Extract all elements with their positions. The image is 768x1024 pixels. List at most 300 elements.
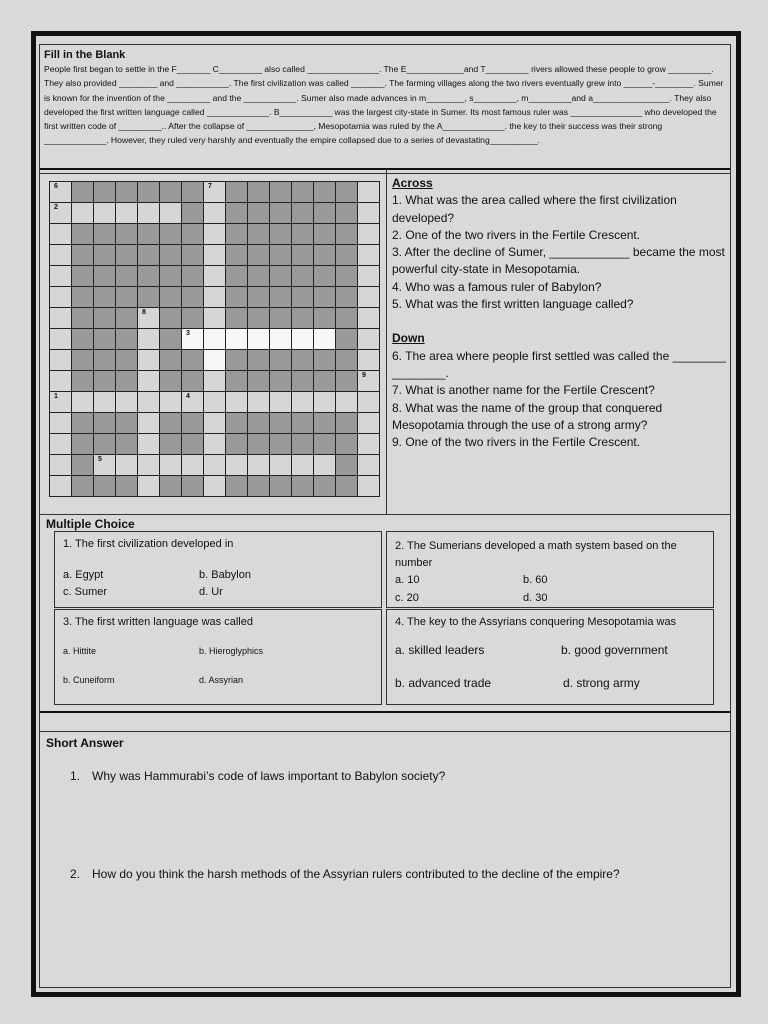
crossword-answer-cell[interactable]: [50, 245, 72, 266]
crossword-block-cell: [94, 371, 116, 392]
crossword-block-cell: [292, 413, 314, 434]
crossword-row: [50, 392, 380, 413]
crossword-row: [50, 350, 380, 371]
crossword-answer-cell[interactable]: [204, 413, 226, 434]
crossword-answer-cell[interactable]: [138, 413, 160, 434]
question-number: 2.: [70, 867, 81, 881]
crossword-block-cell: [226, 245, 248, 266]
crossword-answer-cell[interactable]: [204, 455, 226, 476]
crossword-block-cell: [94, 476, 116, 497]
crossword-block-cell: [314, 224, 336, 245]
down-clue-8: 8. What was the name of the group that conquered Mesopotamia through the use of a strong army?: [392, 400, 663, 432]
crossword-answer-cell[interactable]: [116, 392, 138, 413]
crossword-block-cell: [336, 413, 358, 434]
crossword-answer-cell[interactable]: [358, 434, 380, 455]
crossword-block-cell: [160, 350, 182, 371]
crossword-answer-cell[interactable]: [138, 455, 160, 476]
mc-option-d: d. 30: [523, 592, 548, 604]
crossword-block-cell: [160, 413, 182, 434]
crossword-block-cell: [270, 371, 292, 392]
crossword-block-cell: [182, 476, 204, 497]
crossword-answer-cell[interactable]: [226, 455, 248, 476]
mc-option-d: d. strong army: [563, 676, 640, 690]
crossword-answer-cell[interactable]: [160, 203, 182, 224]
crossword-block-cell: [94, 413, 116, 434]
crossword-block-cell: [314, 434, 336, 455]
crossword-block-cell: [94, 245, 116, 266]
mc-option-a: a. 10: [395, 574, 420, 586]
crossword-block-cell: [270, 287, 292, 308]
crossword-block-cell: [72, 434, 94, 455]
crossword-block-cell: [248, 266, 270, 287]
crossword-block-cell: [138, 245, 160, 266]
crossword-answer-cell[interactable]: [358, 392, 380, 413]
crossword-answer-cell[interactable]: [50, 287, 72, 308]
crossword-block-cell: [226, 350, 248, 371]
crossword-row: [50, 371, 380, 392]
crossword-block-cell: [94, 434, 116, 455]
crossword-row: [50, 413, 380, 434]
crossword-block-cell: [160, 266, 182, 287]
crossword-row: [50, 455, 380, 476]
crossword-block-cell: [138, 287, 160, 308]
crossword-answer-cell[interactable]: [204, 203, 226, 224]
crossword-answer-cell[interactable]: [226, 392, 248, 413]
crossword-block-cell: [182, 434, 204, 455]
crossword-answer-cell[interactable]: [138, 329, 160, 350]
crossword-answer-cell[interactable]: [50, 476, 72, 497]
crossword-block-cell: [270, 203, 292, 224]
crossword-clue-number: 5: [98, 456, 102, 463]
crossword-block-cell: [226, 308, 248, 329]
across-heading: Across: [392, 176, 433, 190]
crossword-block-cell: [226, 434, 248, 455]
mc-option-b: b. 60: [523, 574, 548, 586]
crossword-block-cell: [182, 224, 204, 245]
crossword-answer-cell[interactable]: [336, 392, 358, 413]
crossword-answer-cell[interactable]: [94, 455, 116, 476]
crossword-block-cell: [336, 182, 358, 203]
crossword-answer-cell[interactable]: [94, 203, 116, 224]
crossword-answer-cell[interactable]: [204, 287, 226, 308]
crossword-block-cell: [72, 224, 94, 245]
crossword-answer-cell[interactable]: [50, 413, 72, 434]
crossword-block-cell: [182, 350, 204, 371]
crossword-row: [50, 182, 380, 203]
crossword-block-cell: [116, 329, 138, 350]
crossword-answer-cell[interactable]: [138, 434, 160, 455]
crossword-block-cell: [248, 413, 270, 434]
crossword-block-cell: [292, 266, 314, 287]
crossword-grid: [49, 181, 380, 497]
mc-option-b: b. Babylon: [199, 569, 251, 581]
mc-question-text: 4. The key to the Assyrians conquering Mesopotamia was: [395, 616, 677, 628]
crossword-block-cell: [160, 329, 182, 350]
crossword-block-cell: [182, 308, 204, 329]
crossword-block-cell: [160, 287, 182, 308]
down-clue-7: 7. What is another name for the Fertile Crescent?: [392, 383, 655, 398]
crossword-block-cell: [116, 245, 138, 266]
crossword-answer-cell[interactable]: [50, 350, 72, 371]
crossword-block-cell: [270, 308, 292, 329]
crossword-block-cell: [182, 287, 204, 308]
crossword-block-cell: [270, 266, 292, 287]
crossword-block-cell: [248, 350, 270, 371]
crossword-block-cell: [336, 476, 358, 497]
crossword-answer-cell[interactable]: [138, 308, 160, 329]
crossword-answer-cell[interactable]: [314, 455, 336, 476]
crossword-answer-cell[interactable]: [358, 350, 380, 371]
crossword-block-cell: [248, 224, 270, 245]
crossword-answer-cell[interactable]: [292, 455, 314, 476]
crossword-answer-cell[interactable]: [358, 413, 380, 434]
mc-option-c: b. Cuneiform: [63, 675, 115, 685]
fill-in-blank-text: People first began to settle in the F_______ C_________ also called _______________. The E____________and T_________ rivers allowed these people to grow _________. They also provided ________ and ___________. The first civilization was called _______. The farming villages along the two rivers eventually grew into ______-________. Sumer is known for the invention of the _________ and the ___________. Sumer also made advances in m________, s_________, m_________and a________________. They also developed the first written language called _____________. B___________ was the largest city-state in Sumer. Its most famous ruler was _______________ who developed the first written code of _________.. After the collapse of ______________, Mesopotamia was ruled by the A_____________. the key to their success was their strong _____________. However, they ruled very harshly and eventually the empire collapsed due to a series of devastating__________.: [44, 64, 724, 146]
crossword-row: [50, 476, 380, 497]
crossword-block-cell: [160, 308, 182, 329]
crossword-answer-cell[interactable]: [160, 392, 182, 413]
down-clue-6: 6. The area where people first settled was called the ________ ________.: [392, 348, 726, 380]
crossword-row: [50, 434, 380, 455]
mc-question-1: [54, 531, 382, 608]
crossword-block-cell: [270, 434, 292, 455]
mc-option-a: a. Hittite: [63, 646, 97, 656]
crossword-block-cell: [94, 329, 116, 350]
crossword-answer-cell[interactable]: [116, 203, 138, 224]
crossword-block-cell: [248, 287, 270, 308]
crossword-block-cell: [226, 371, 248, 392]
crossword-answer-cell[interactable]: [204, 350, 226, 371]
crossword-block-cell: [116, 182, 138, 203]
crossword-answer-cell[interactable]: [270, 455, 292, 476]
crossword-block-cell: [336, 350, 358, 371]
crossword-answer-cell[interactable]: [50, 308, 72, 329]
crossword-block-cell: [116, 476, 138, 497]
crossword-block-cell: [72, 371, 94, 392]
crossword-answer-cell[interactable]: [204, 371, 226, 392]
crossword-block-cell: [72, 182, 94, 203]
crossword-block-cell: [94, 266, 116, 287]
crossword-block-cell: [94, 350, 116, 371]
worksheet-inner-frame: [39, 44, 731, 988]
crossword-row: [50, 203, 380, 224]
crossword-answer-cell[interactable]: [204, 266, 226, 287]
crossword-block-cell: [94, 182, 116, 203]
crossword-block-cell: [182, 266, 204, 287]
crossword-block-cell: [138, 266, 160, 287]
question-text: Why was Hammurabi’s code of laws important to Babylon society?: [92, 769, 446, 783]
crossword-block-cell: [292, 476, 314, 497]
crossword-row: [50, 308, 380, 329]
crossword-answer-cell[interactable]: [50, 392, 72, 413]
mc-question-text: 1. The first civilization developed in: [63, 538, 234, 550]
multiple-choice-title: Multiple Choice: [46, 517, 135, 531]
crossword-answer-cell[interactable]: [50, 266, 72, 287]
crossword-block-cell: [72, 413, 94, 434]
crossword-block-cell: [314, 182, 336, 203]
crossword-answer-cell[interactable]: [358, 329, 380, 350]
across-clue-4: 4. Who was a famous ruler of Babylon?: [392, 279, 602, 294]
crossword-answer-cell[interactable]: [204, 329, 226, 350]
crossword-block-cell: [314, 413, 336, 434]
short-answer-question-2: [70, 867, 620, 881]
crossword-answer-cell[interactable]: [94, 392, 116, 413]
crossword-answer-cell[interactable]: [50, 329, 72, 350]
crossword-row: [50, 245, 380, 266]
crossword-block-cell: [336, 308, 358, 329]
fill-in-blank-section: [44, 48, 724, 168]
crossword-block-cell: [138, 182, 160, 203]
crossword-block-cell: [314, 476, 336, 497]
crossword-answer-cell[interactable]: [248, 329, 270, 350]
crossword-block-cell: [292, 224, 314, 245]
crossword-clue-divider: [386, 170, 387, 514]
mc-option-a: a. skilled leaders: [395, 643, 485, 657]
crossword-block-cell: [116, 224, 138, 245]
crossword-block-cell: [116, 350, 138, 371]
crossword-answer-cell[interactable]: [226, 329, 248, 350]
crossword-answer-cell[interactable]: [204, 392, 226, 413]
crossword-answer-cell[interactable]: [72, 203, 94, 224]
crossword-block-cell: [292, 245, 314, 266]
crossword-answer-cell[interactable]: [182, 455, 204, 476]
crossword-row: [50, 224, 380, 245]
crossword-answer-cell[interactable]: [204, 476, 226, 497]
crossword-answer-cell[interactable]: [160, 455, 182, 476]
mc-question-2: [386, 531, 714, 608]
crossword-clue-number: 6: [54, 183, 58, 190]
crossword-block-cell: [94, 224, 116, 245]
crossword-answer-cell[interactable]: [358, 287, 380, 308]
mc-option-b: b. good government: [561, 643, 668, 657]
crossword-block-cell: [314, 371, 336, 392]
crossword-block-cell: [248, 434, 270, 455]
crossword-answer-cell[interactable]: [358, 455, 380, 476]
question-number: 1.: [70, 769, 81, 783]
crossword-block-cell: [72, 287, 94, 308]
crossword-answer-cell[interactable]: [270, 329, 292, 350]
crossword-block-cell: [292, 350, 314, 371]
crossword-block-cell: [94, 308, 116, 329]
across-clue-5: 5. What was the first written language called?: [392, 297, 634, 312]
mc-option-a: a. Egypt: [63, 569, 104, 581]
crossword-block-cell: [270, 182, 292, 203]
crossword-answer-cell[interactable]: [72, 392, 94, 413]
mc-option-c: b. advanced trade: [395, 676, 492, 690]
crossword-block-cell: [182, 371, 204, 392]
crossword-answer-cell[interactable]: [138, 350, 160, 371]
mc-question-4: [386, 609, 714, 705]
crossword-answer-cell[interactable]: [358, 476, 380, 497]
crossword-answer-cell[interactable]: [50, 224, 72, 245]
crossword-block-cell: [116, 266, 138, 287]
crossword-block-cell: [314, 245, 336, 266]
crossword-block-cell: [248, 203, 270, 224]
crossword-block-cell: [116, 308, 138, 329]
across-clue-1: 1. What was the area called where the first civilization developed?: [392, 193, 677, 225]
crossword-block-cell: [270, 476, 292, 497]
crossword-block-cell: [336, 434, 358, 455]
section-divider: [40, 711, 730, 713]
crossword-block-cell: [72, 455, 94, 476]
crossword-answer-cell[interactable]: [204, 434, 226, 455]
crossword-clue-number: 2: [54, 204, 58, 211]
crossword-block-cell: [248, 371, 270, 392]
worksheet-page: [31, 31, 741, 997]
crossword-block-cell: [270, 224, 292, 245]
crossword-answer-cell[interactable]: [50, 371, 72, 392]
crossword-answer-cell[interactable]: [314, 329, 336, 350]
crossword-block-cell: [182, 413, 204, 434]
crossword-block-cell: [116, 287, 138, 308]
crossword-block-cell: [248, 476, 270, 497]
crossword-answer-cell[interactable]: [116, 455, 138, 476]
crossword-block-cell: [292, 203, 314, 224]
crossword-block-cell: [314, 308, 336, 329]
crossword-clue-number: 3: [186, 330, 190, 337]
crossword-block-cell: [72, 329, 94, 350]
section-divider: [40, 731, 730, 732]
crossword-answer-cell[interactable]: [358, 371, 380, 392]
crossword-answer-cell[interactable]: [182, 392, 204, 413]
crossword-answer-cell[interactable]: [358, 224, 380, 245]
crossword-block-cell: [72, 350, 94, 371]
crossword-block-cell: [182, 203, 204, 224]
across-clue-2: 2. One of the two rivers in the Fertile Crescent.: [392, 227, 641, 242]
crossword-block-cell: [270, 413, 292, 434]
crossword-answer-cell[interactable]: [50, 203, 72, 224]
section-divider: [40, 514, 730, 515]
crossword-block-cell: [94, 287, 116, 308]
crossword-block-cell: [314, 266, 336, 287]
across-clue-3: 3. After the decline of Sumer, ____________ became the most powerful city-state in Mesopotamia.: [392, 245, 725, 277]
crossword-answer-cell[interactable]: [50, 434, 72, 455]
crossword-block-cell: [72, 245, 94, 266]
crossword-block-cell: [248, 182, 270, 203]
mc-option-d: d. Ur: [199, 586, 223, 598]
crossword-answer-cell[interactable]: [204, 245, 226, 266]
crossword-answer-cell[interactable]: [314, 392, 336, 413]
crossword-block-cell: [72, 266, 94, 287]
crossword-answer-cell[interactable]: [204, 182, 226, 203]
crossword-block-cell: [292, 287, 314, 308]
crossword-answer-cell[interactable]: [292, 329, 314, 350]
crossword-answer-cell[interactable]: [50, 182, 72, 203]
crossword-block-cell: [160, 476, 182, 497]
crossword-block-cell: [226, 476, 248, 497]
down-heading: Down: [392, 331, 425, 346]
mc-option-c: c. Sumer: [63, 586, 108, 598]
mc-option-b: b. Hieroglyphics: [199, 646, 264, 656]
crossword-block-cell: [336, 203, 358, 224]
crossword-block-cell: [292, 182, 314, 203]
crossword-answer-cell[interactable]: [358, 245, 380, 266]
mc-option-d: d. Assyrian: [199, 675, 244, 685]
crossword-answer-cell[interactable]: [292, 392, 314, 413]
crossword-row: [50, 329, 380, 350]
crossword-answer-cell[interactable]: [204, 224, 226, 245]
short-answer-question-1: [70, 769, 445, 783]
crossword-block-cell: [160, 245, 182, 266]
crossword-answer-cell[interactable]: [358, 308, 380, 329]
crossword-answer-cell[interactable]: [358, 182, 380, 203]
crossword-answer-cell[interactable]: [358, 203, 380, 224]
crossword-block-cell: [160, 224, 182, 245]
short-answer-title: Short Answer: [46, 736, 124, 750]
crossword-block-cell: [314, 287, 336, 308]
crossword-block-cell: [116, 413, 138, 434]
crossword-block-cell: [116, 434, 138, 455]
section-divider: [40, 168, 730, 170]
crossword-clue-number: 7: [208, 183, 212, 190]
crossword-block-cell: [138, 224, 160, 245]
mc-question-text: 2. The Sumerians developed a math system based on the number: [395, 540, 677, 569]
fill-in-blank-title: Fill in the Blank: [44, 49, 126, 61]
question-text: How do you think the harsh methods of the Assyrian rulers contributed to the decline of the empire?: [92, 867, 620, 881]
crossword-answer-cell[interactable]: [358, 266, 380, 287]
crossword-answer-cell[interactable]: [138, 371, 160, 392]
crossword-block-cell: [226, 182, 248, 203]
crossword-clue-number: 4: [186, 393, 190, 400]
crossword-answer-cell[interactable]: [182, 329, 204, 350]
crossword-block-cell: [292, 371, 314, 392]
crossword-clue-number: 1: [54, 393, 58, 400]
mc-question-text: 3. The first written language was called: [63, 616, 253, 628]
crossword-block-cell: [160, 371, 182, 392]
crossword-block-cell: [336, 329, 358, 350]
crossword-block-cell: [226, 224, 248, 245]
section-divider: [40, 173, 730, 174]
crossword-block-cell: [160, 182, 182, 203]
crossword-block-cell: [336, 266, 358, 287]
crossword-block-cell: [292, 434, 314, 455]
crossword-answer-cell[interactable]: [248, 392, 270, 413]
crossword-answer-cell[interactable]: [270, 392, 292, 413]
crossword-block-cell: [72, 476, 94, 497]
crossword-block-cell: [314, 203, 336, 224]
crossword-block-cell: [336, 455, 358, 476]
crossword-block-cell: [270, 245, 292, 266]
crossword-block-cell: [116, 371, 138, 392]
crossword-block-cell: [248, 308, 270, 329]
crossword-clue-number: 8: [142, 309, 146, 316]
crossword-answer-cell[interactable]: [138, 392, 160, 413]
crossword-block-cell: [336, 371, 358, 392]
crossword-clues: [392, 175, 728, 451]
down-clue-9: 9. One of the two rivers in the Fertile Crescent.: [392, 435, 641, 450]
crossword-block-cell: [226, 266, 248, 287]
crossword-row: [50, 287, 380, 308]
crossword-block-cell: [226, 413, 248, 434]
crossword-answer-cell[interactable]: [248, 455, 270, 476]
crossword-block-cell: [226, 203, 248, 224]
crossword-answer-cell[interactable]: [204, 308, 226, 329]
crossword-block-cell: [336, 287, 358, 308]
crossword-answer-cell[interactable]: [50, 455, 72, 476]
mc-question-3: [54, 609, 382, 705]
crossword-block-cell: [248, 245, 270, 266]
crossword-block-cell: [72, 308, 94, 329]
crossword-block-cell: [182, 245, 204, 266]
crossword-answer-cell[interactable]: [138, 203, 160, 224]
crossword-block-cell: [292, 308, 314, 329]
crossword-answer-cell[interactable]: [138, 476, 160, 497]
crossword-block-cell: [314, 350, 336, 371]
crossword-row: [50, 266, 380, 287]
mc-option-c: c. 20: [395, 592, 419, 604]
crossword-block-cell: [160, 434, 182, 455]
crossword-block-cell: [270, 350, 292, 371]
